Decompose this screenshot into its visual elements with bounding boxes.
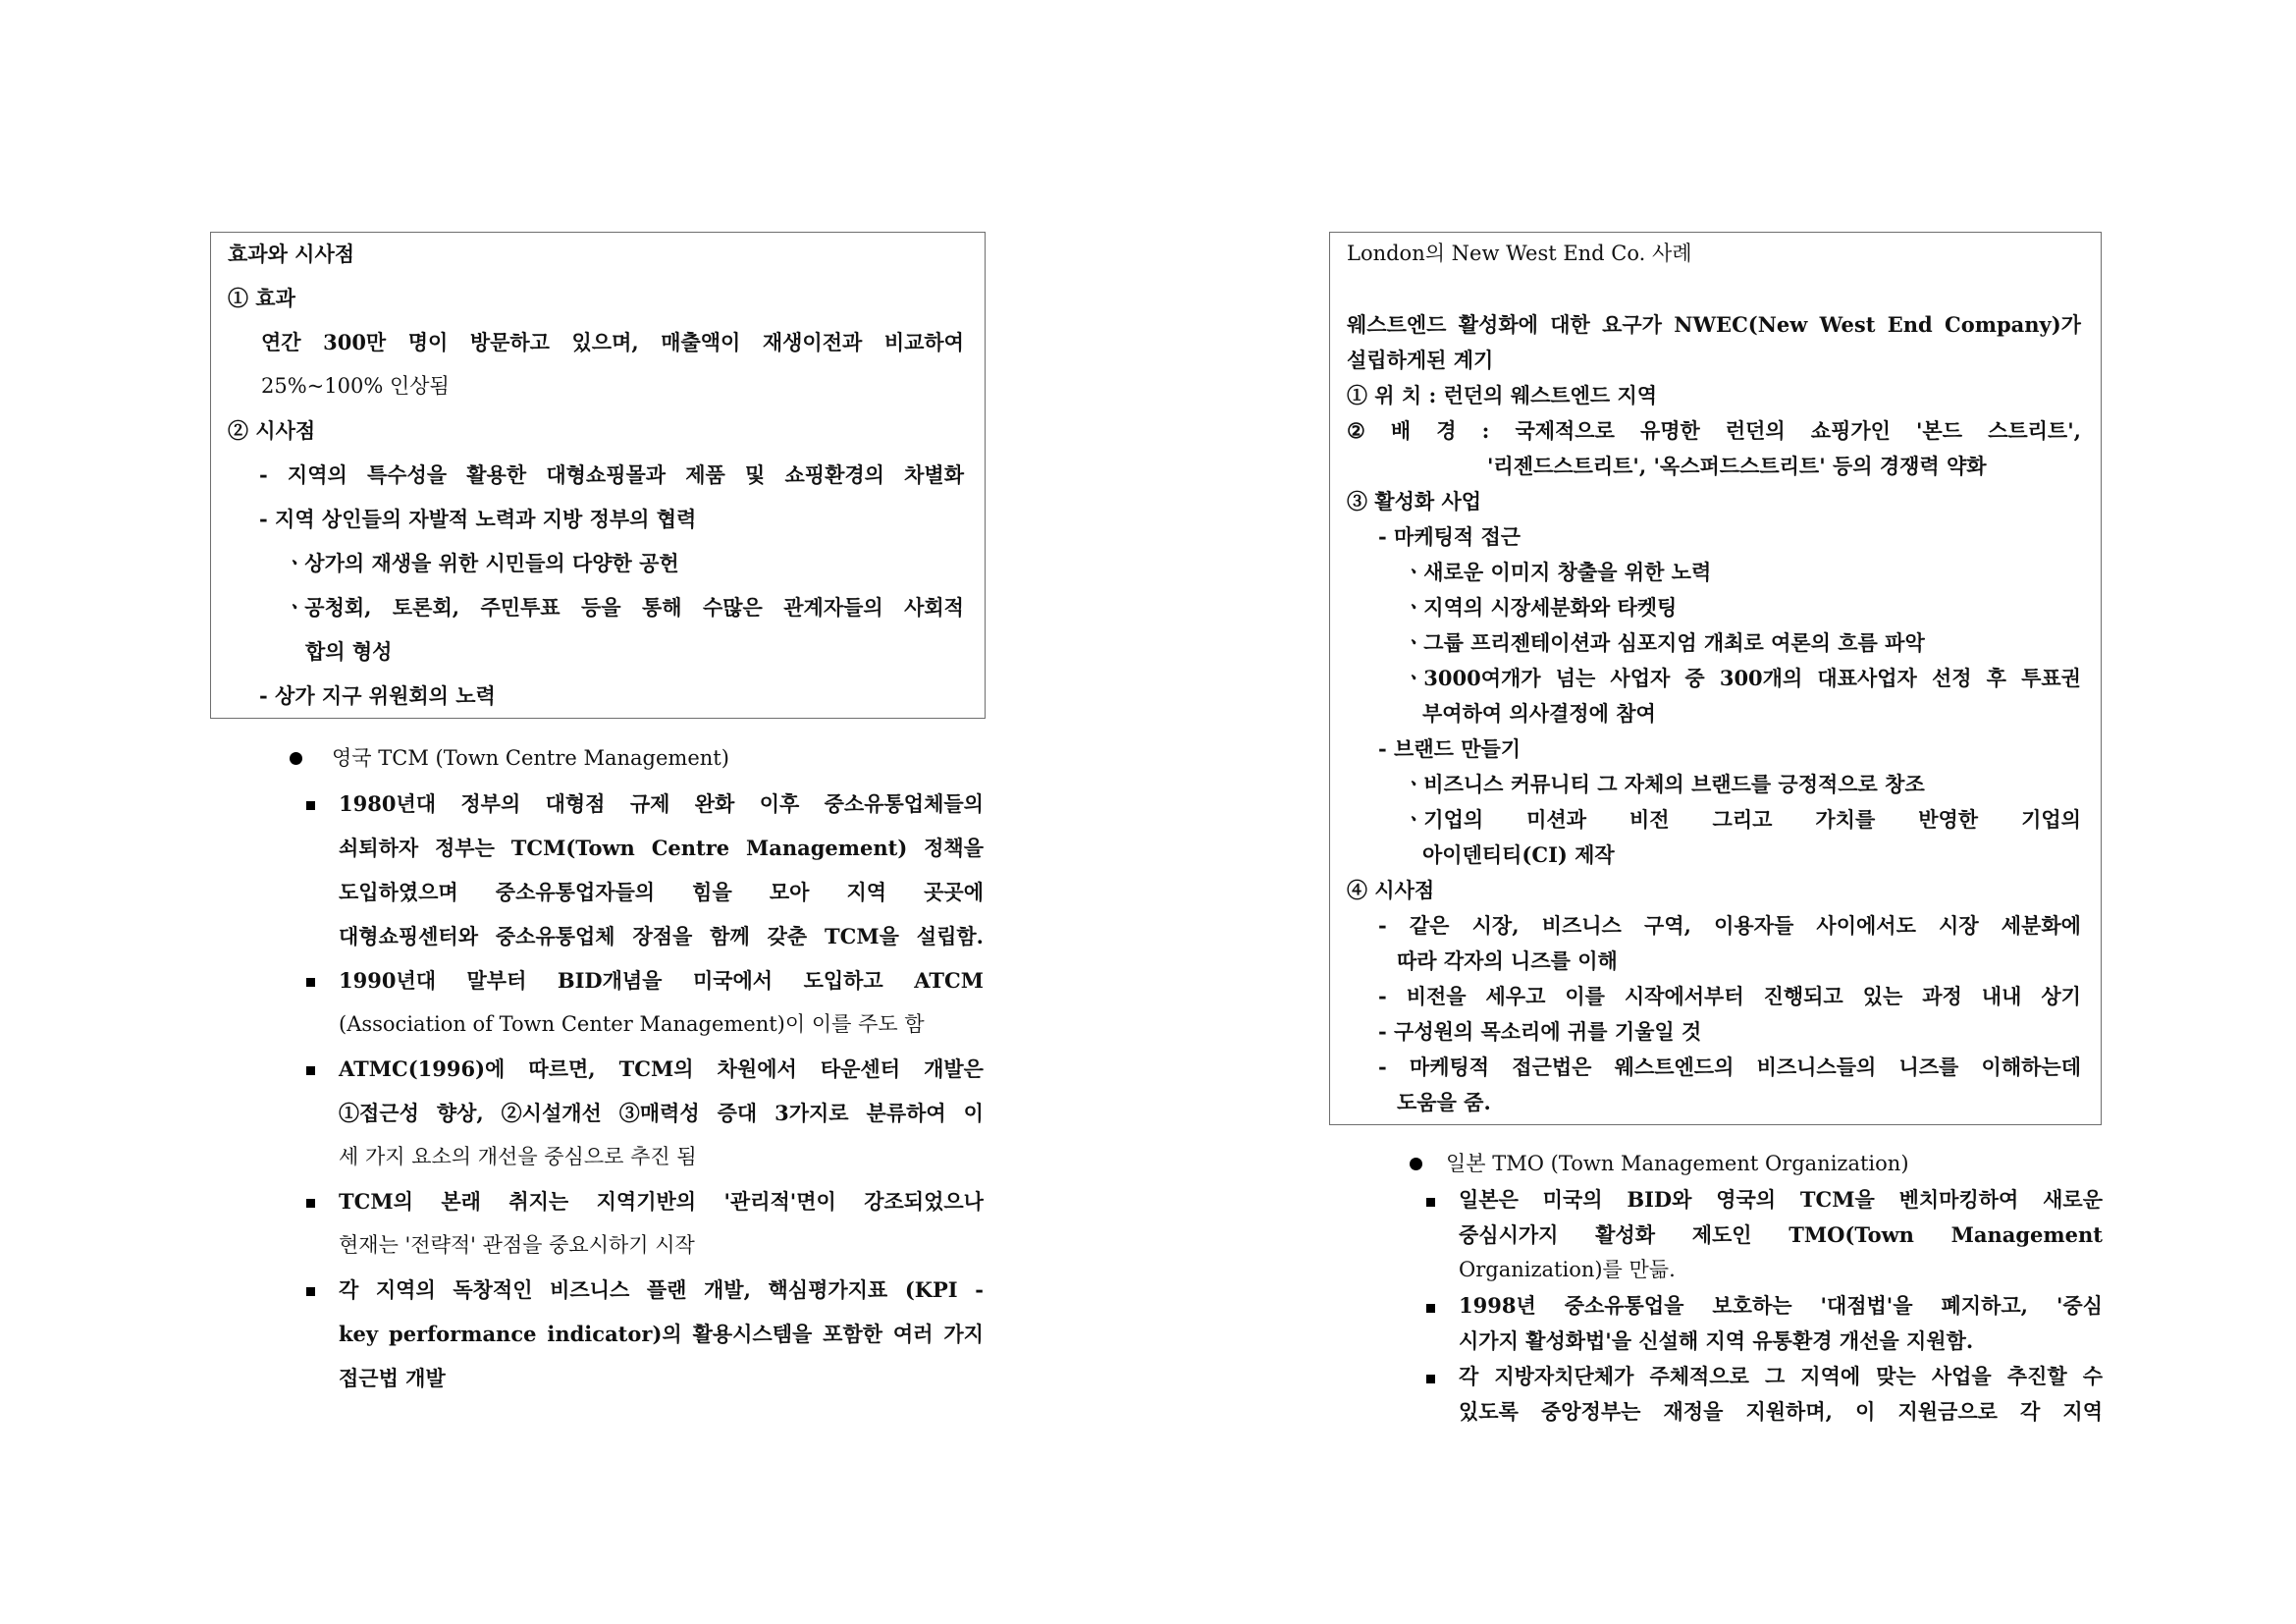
nwec-brand-line: ㆍ비즈니스 커뮤니티 그 자체의 브랜드를 긍정적으로 창조 <box>1404 772 1925 796</box>
bullet-square <box>1426 1375 1435 1383</box>
nwec-marketing-heading: - 마케팅적 접근 <box>1378 524 1522 549</box>
nwec-implications-line: 도움을 줌. <box>1397 1090 1491 1114</box>
nwec-marketing-line: ㆍ그룹 프리젠테이션과 심포지엄 개최로 여론의 흐름 파악 <box>1404 630 1925 655</box>
nwec-brand-line: ㆍ기업의 미션과 비전 그리고 가치를 반영한 기업의 <box>1404 807 2081 832</box>
nwec-marketing-line: ㆍ3000여개가 넘는 사업자 중 300개의 대표사업자 선정 후 투표권 <box>1404 666 2081 690</box>
bullet-dot <box>290 752 302 765</box>
nwec-marketing-line: 부여하여 의사결정에 참여 <box>1422 701 1656 726</box>
implications-line: 합의 형성 <box>305 639 393 664</box>
nwec-marketing-line: ㆍ새로운 이미지 창출을 위한 노력 <box>1404 560 1712 584</box>
implications-heading: ② 시사점 <box>228 418 316 443</box>
bullet-square <box>306 801 315 810</box>
nwec-implications-line: - 비전을 세우고 이를 시작에서부터 진행되고 있는 과정 내내 상기 <box>1378 984 2081 1008</box>
nwec-background-line: ② 배 경 : 국제적으로 유명한 런던의 쇼핑가인 '본드 스트리트', <box>1347 418 2081 443</box>
tcm-bullet-line: TCM의 본래 취지는 지역기반의 '관리적'면이 강조되었으나 <box>339 1189 984 1214</box>
tcm-bullet-line: ATMC(1996)에 따르면, TCM의 차원에서 타운센터 개발은 <box>339 1056 984 1081</box>
tcm-bullet-line: 현재는 '전략적' 관점을 중요시하기 시작 <box>339 1233 695 1257</box>
tmo-bullet-line: 일본은 미국의 BID와 영국의 TCM을 벤치마킹하여 새로운 <box>1459 1187 2103 1212</box>
tmo-bullet-line: 있도록 중앙정부는 재정을 지원하며, 이 지원금으로 각 지역 <box>1459 1399 2103 1424</box>
tcm-bullet-line: 접근법 개발 <box>339 1366 446 1390</box>
tcm-bullet-line: 쇠퇴하자 정부는 TCM(Town Centre Management) 정책을 <box>339 836 984 860</box>
nwec-implications-line: - 같은 시장, 비즈니스 구역, 이용자들 사이에서도 시장 세분화에 <box>1378 913 2081 938</box>
nwec-background-line: '리젠드스트리트', '옥스퍼드스트리트' 등의 경쟁력 약화 <box>1487 454 1987 478</box>
nwec-brand-heading: - 브랜드 만들기 <box>1378 736 1522 761</box>
bullet-square <box>306 978 315 987</box>
tcm-bullet-line: ①접근성 향상, ②시설개선 ③매력성 증대 3가지로 분류하여 이 <box>339 1101 984 1125</box>
tmo-heading: 일본 TMO (Town Management Organization) <box>1446 1152 1909 1175</box>
implications-line: ㆍ상가의 재생을 위한 시민들의 다양한 공헌 <box>285 551 679 575</box>
nwec-implications-line: - 마케팅적 접근법은 웨스트엔드의 비즈니스들의 니즈를 이해하는데 <box>1378 1055 2081 1079</box>
tmo-bullet-line: 각 지방자치단체가 주체적으로 그 지역에 맞는 사업을 추진할 수 <box>1459 1364 2103 1388</box>
tcm-heading: 영국 TCM (Town Centre Management) <box>332 746 729 770</box>
effects-line: 25%~100% 인상됨 <box>261 374 450 398</box>
tmo-bullet-line: 중심시가지 활성화 제도인 TMO(Town Management <box>1459 1222 2103 1247</box>
nwec-intro-line: 웨스트엔드 활성화에 대한 요구가 NWEC(New West End Company)가 <box>1347 312 2081 337</box>
tcm-bullet-line: (Association of Town Center Management)이 이를 주도 함 <box>339 1012 925 1036</box>
effects-line: 연간 300만 명이 방문하고 있으며, 매출액이 재생이전과 비교하여 <box>261 330 964 354</box>
bullet-square <box>306 1066 315 1075</box>
tcm-bullet-line: 1980년대 정부의 대형점 규제 완화 이후 중소유통업체들의 <box>339 791 984 816</box>
nwec-implications-line: 따라 각자의 니즈를 이해 <box>1397 948 1618 973</box>
tmo-bullet-line: Organization)를 만듦. <box>1459 1258 1676 1281</box>
bullet-dot <box>1410 1158 1422 1170</box>
tcm-bullet-line: 대형쇼핑센터와 중소유통업체 장점을 함께 갖춘 TCM을 설립함. <box>339 924 984 948</box>
implications-line: - 지역의 특수성을 활용한 대형쇼핑몰과 제품 및 쇼핑환경의 차별화 <box>259 462 964 487</box>
implications-line: - 상가 지구 위원회의 노력 <box>259 683 496 708</box>
tcm-bullet-line: 1990년대 말부터 BID개념을 미국에서 도입하고 ATCM <box>339 968 984 993</box>
nwec-implications-line: - 구성원의 목소리에 귀를 기울일 것 <box>1378 1019 1702 1044</box>
effects-heading: ① 효과 <box>228 286 295 310</box>
nwec-brand-line: 아이덴티티(CI) 제작 <box>1422 842 1615 867</box>
nwec-project-heading: ③ 활성화 사업 <box>1347 489 1482 514</box>
tmo-bullet-line: 시가지 활성화법'을 신설해 지역 유통환경 개선을 지원함. <box>1459 1328 1974 1353</box>
nwec-box-title: London의 New West End Co. 사례 <box>1347 242 1692 265</box>
bullet-square <box>1426 1304 1435 1313</box>
nwec-implications-heading: ④ 시사점 <box>1347 878 1435 902</box>
implications-line: - 지역 상인들의 자발적 노력과 지방 정부의 협력 <box>259 507 697 531</box>
tcm-bullet-line: 각 지역의 독창적인 비즈니스 플랜 개발, 핵심평가지표 (KPI - <box>339 1277 984 1302</box>
implications-line: ㆍ공청회, 토론회, 주민투표 등을 통해 수많은 관계자들의 사회적 <box>285 595 964 620</box>
nwec-marketing-line: ㆍ지역의 시장세분화와 타켓팅 <box>1404 595 1678 620</box>
tmo-bullet-line: 1998년 중소유통업을 보호하는 '대점법'을 폐지하고, '중심 <box>1459 1293 2103 1318</box>
bullet-square <box>306 1287 315 1296</box>
nwec-intro-line: 설립하게된 계기 <box>1347 348 1494 372</box>
nwec-location: ① 위 치 : 런던의 웨스트엔드 지역 <box>1347 383 1658 407</box>
tcm-bullet-line: key performance indicator)의 활용시스템을 포함한 여러 가지 <box>339 1322 984 1346</box>
bullet-square <box>306 1199 315 1208</box>
bullet-square <box>1426 1198 1435 1207</box>
tcm-bullet-line: 도입하였으며 중소유통업자들의 힘을 모아 지역 곳곳에 <box>339 880 984 904</box>
tcm-bullet-line: 세 가지 요소의 개선을 중심으로 추진 됨 <box>339 1145 697 1168</box>
effects-box-title: 효과와 시사점 <box>228 242 355 266</box>
